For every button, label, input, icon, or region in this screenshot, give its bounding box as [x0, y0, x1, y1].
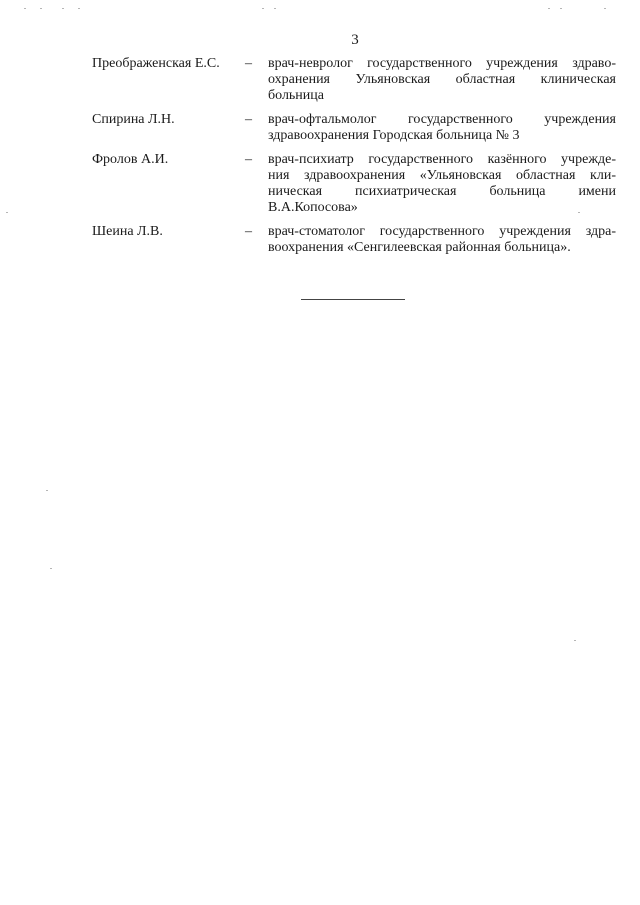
position-description	[268, 56, 616, 104]
scan-speck	[560, 8, 562, 9]
description-line: ническая психиатрическая больница имени	[268, 184, 616, 199]
description-line: больница	[268, 88, 324, 103]
description-line: ния здравоохранения «Ульяновская областная кли-	[268, 168, 616, 183]
position-description	[268, 112, 616, 144]
dash-separator: –	[245, 224, 252, 239]
scan-speck	[574, 640, 576, 641]
description-line: В.А.Копосова»	[268, 200, 358, 215]
scan-speck	[78, 8, 80, 9]
description-line: врач-невролог государственного учреждения здраво-	[268, 56, 616, 71]
scan-speck	[274, 8, 276, 9]
person-name: Фролов А.И.	[92, 152, 169, 167]
scan-speck	[40, 8, 42, 9]
scan-speck	[548, 8, 550, 9]
scan-speck	[604, 8, 606, 9]
description-line: врач-психиатр государственного казённого учрежде-	[268, 152, 616, 167]
description-line: воохранения «Сенгилеевская районная больница».	[268, 240, 571, 255]
description-line: охранения Ульяновская областная клиническая	[268, 72, 616, 87]
page-number: 3	[351, 32, 359, 48]
dash-separator: –	[245, 152, 252, 167]
person-name: Преображенская Е.С.	[92, 56, 220, 71]
scan-speck	[262, 8, 264, 9]
description-line: врач-стоматолог государственного учреждения здра-	[268, 224, 616, 239]
position-description	[268, 224, 616, 256]
position-description	[268, 152, 616, 216]
description-line: врач-офтальмолог государственного учреждения	[268, 112, 616, 127]
scan-speck	[6, 212, 8, 213]
person-name: Шеина Л.В.	[92, 224, 163, 239]
scan-speck	[46, 490, 48, 491]
person-name: Спирина Л.Н.	[92, 112, 175, 127]
scan-speck	[50, 568, 52, 569]
scan-speck	[578, 212, 580, 213]
end-divider	[301, 299, 405, 300]
description-line: здравоохранения Городская больница № 3	[268, 128, 520, 143]
dash-separator: –	[245, 112, 252, 127]
dash-separator: –	[245, 56, 252, 71]
scan-speck	[62, 8, 64, 9]
scan-speck	[24, 8, 26, 9]
